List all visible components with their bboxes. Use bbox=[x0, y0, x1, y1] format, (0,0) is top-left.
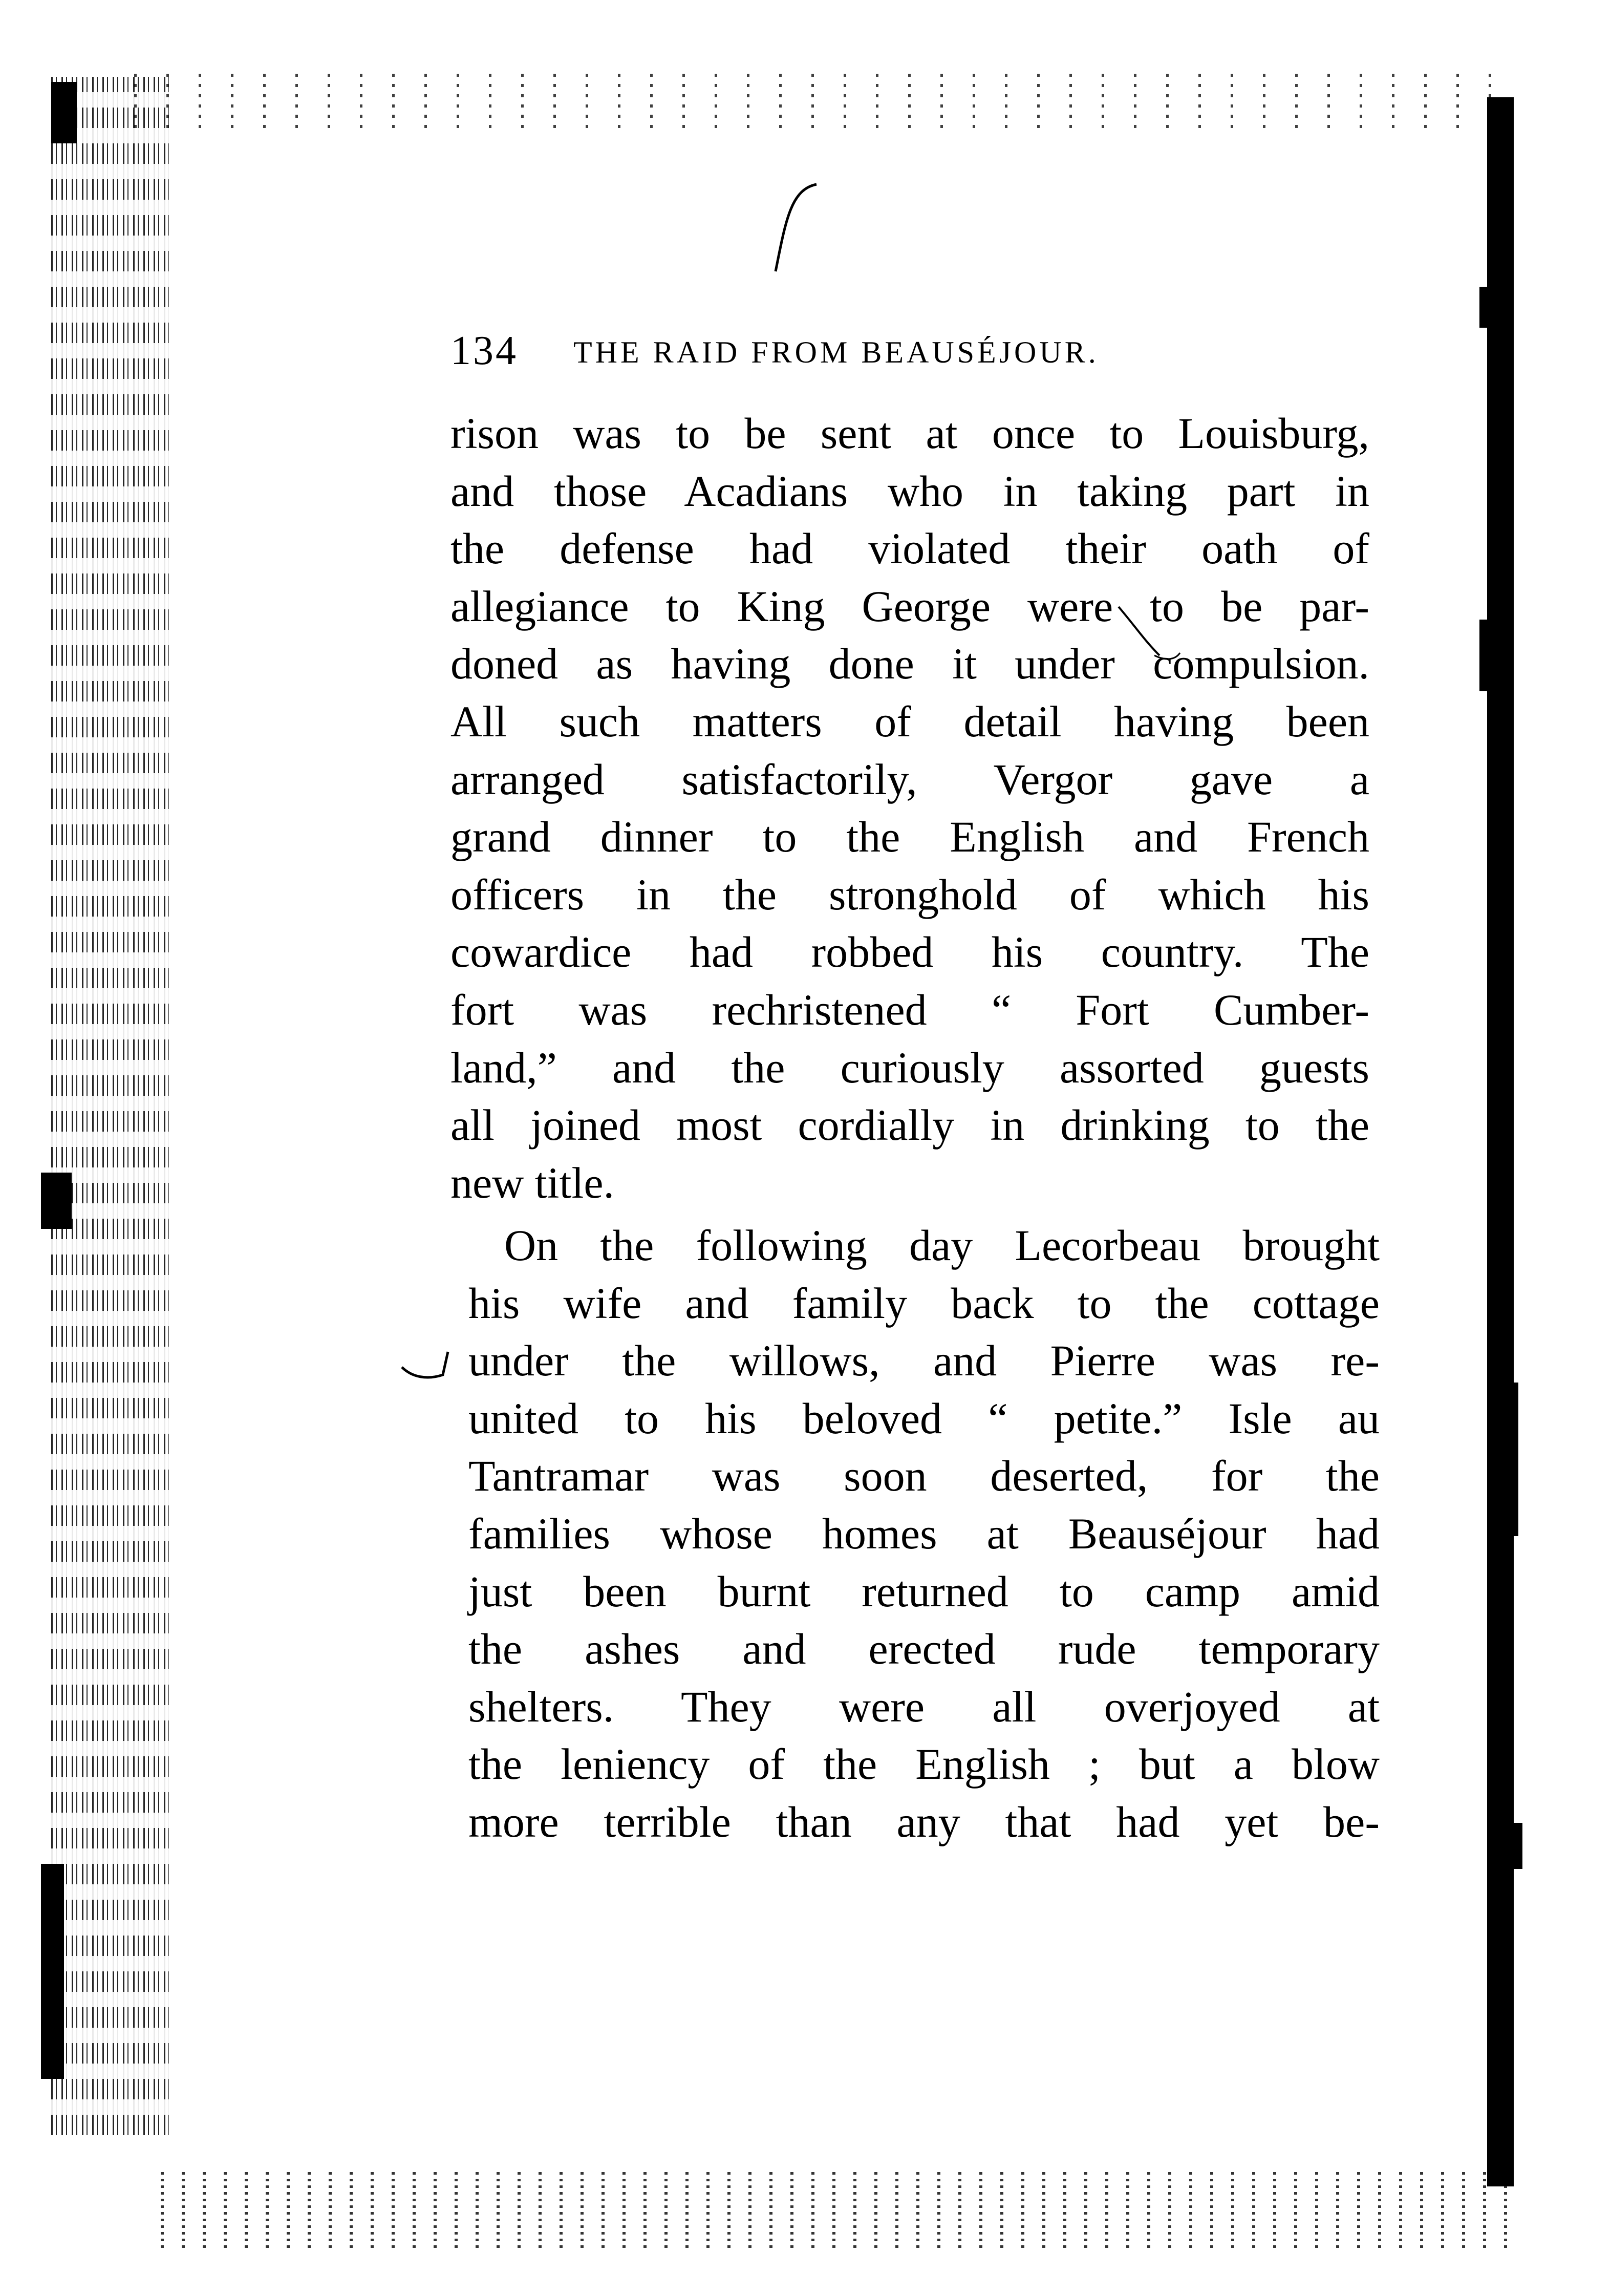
text-line: officers in the stronghold of which his bbox=[450, 869, 1369, 919]
text-line: the defense had violated their oath of bbox=[450, 524, 1369, 573]
text-line: On the following day Lecorbeau brought bbox=[504, 1221, 1380, 1270]
running-head bbox=[450, 328, 1382, 379]
scan-noise-top bbox=[123, 72, 1505, 128]
page-number: 134 bbox=[450, 328, 518, 373]
text-line: just been burnt returned to camp amid bbox=[468, 1566, 1380, 1616]
text-line: all joined most cordially in drinking to the bbox=[450, 1100, 1369, 1150]
text-line: fort was rechristened “ Fort Cumber- bbox=[450, 985, 1369, 1034]
text-line: united to his beloved “ petite.” Isle au bbox=[468, 1393, 1380, 1443]
pencil-mark-icon bbox=[397, 1347, 458, 1393]
text-line: doned as having done it under compulsion. bbox=[450, 639, 1369, 689]
scan-edge-right-jag bbox=[1479, 620, 1491, 691]
scan-smudge-left-top bbox=[51, 82, 77, 143]
scan-smudge-left bbox=[41, 1173, 72, 1229]
scan-edge-right-jag bbox=[1510, 1823, 1522, 1869]
text-line: arranged satisfactorily, Vergor gave a bbox=[450, 754, 1369, 804]
scan-edge-right-jag bbox=[1510, 1383, 1518, 1536]
text-line: rison was to be sent at once to Louisburg, bbox=[450, 409, 1369, 458]
scan-noise-bottom bbox=[154, 2171, 1510, 2248]
text-line: and those Acadians who in taking part in bbox=[450, 466, 1369, 516]
text-line: families whose homes at Beauséjour had bbox=[468, 1508, 1380, 1558]
text-line: his wife and family back to the cottage bbox=[468, 1278, 1380, 1328]
running-title: THE RAID FROM BEAUSÉJOUR. bbox=[573, 335, 1099, 369]
scan-smudge-left-lower bbox=[41, 1864, 64, 2079]
text-line: cowardice had robbed his country. The bbox=[450, 927, 1369, 977]
scan-edge-right bbox=[1487, 97, 1514, 2186]
paragraph-2 bbox=[468, 1217, 1380, 1851]
text-line: under the willows, and Pierre was re- bbox=[468, 1336, 1380, 1386]
text-line: shelters. They were all overjoyed at bbox=[468, 1682, 1380, 1731]
text-line: new title. bbox=[450, 1158, 615, 1207]
text-line: more terrible than any that had yet be- bbox=[468, 1797, 1380, 1846]
text-line: allegiance to King George were to be par- bbox=[450, 581, 1369, 631]
text-line: the ashes and erected rude temporary bbox=[468, 1624, 1380, 1674]
text-line: land,” and the curiously assorted guests bbox=[450, 1043, 1369, 1092]
pencil-mark-icon bbox=[755, 179, 827, 282]
scan-edge-right-jag bbox=[1479, 287, 1495, 328]
text-line: grand dinner to the English and French bbox=[450, 812, 1369, 862]
text-line: Tantramar was soon deserted, for the bbox=[468, 1451, 1380, 1501]
text-line: All such matters of detail having been bbox=[450, 696, 1369, 746]
text-line: the leniency of the English ; but a blow bbox=[468, 1739, 1380, 1789]
paragraph-1 bbox=[450, 405, 1369, 1211]
scan-edge-left-gaps bbox=[51, 77, 169, 2135]
